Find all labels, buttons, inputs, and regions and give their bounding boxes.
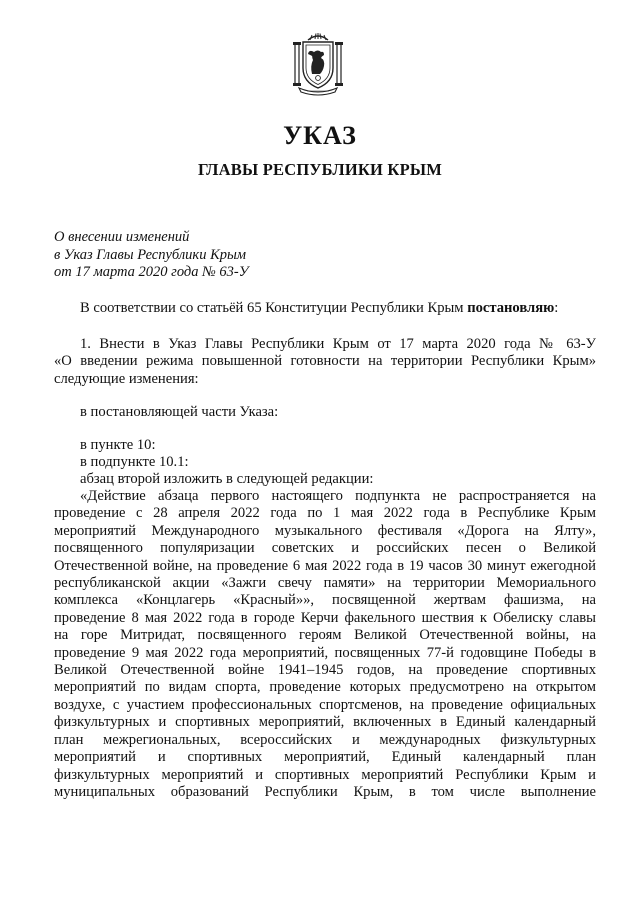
quote-line: мероприятий Международного музыкального фестиваля «Дорога на Ялту»,	[54, 522, 596, 539]
preamble-paragraph	[54, 300, 596, 317]
quote-line: проведение с 28 апреля 2022 года по 1 мая 2022 года в Республике Крым	[54, 505, 596, 522]
quote-line: мероприятий по видам спорта, проведение которых предусмотрено на открытом	[54, 679, 596, 696]
quote-line: посвященного популяризации советских и российских песен о Великой	[54, 540, 596, 557]
item-1-line: 1. Внести в Указ Главы Республики Крым от 17 марта 2020 года № 63-У	[80, 336, 596, 352]
document-subtitle: ГЛАВЫ РЕСПУБЛИКИ КРЫМ	[197, 160, 443, 179]
subpoint-10-1-label: в подпункте 10.1:	[80, 454, 189, 470]
subject-line: О внесении изменений	[54, 229, 190, 245]
quoted-paragraph	[54, 488, 596, 801]
quote-line: «Действие абзаца первого настоящего подпункта не распространяется на	[80, 488, 596, 504]
point-10-label: в пункте 10:	[80, 437, 156, 453]
quote-line: республиканской акции «Зажги свечу памяти» на территории Мемориального	[54, 575, 596, 592]
quote-line: физкультурных мероприятий и спортивных мероприятий Республики Крым и	[54, 766, 596, 783]
part-label: в постановляющей части Указа:	[80, 404, 279, 420]
quote-line: мероприятий и спортивных мероприятий, Единый календарный план	[54, 749, 596, 766]
quote-line: проведение 9 мая 2022 года мероприятий, посвященных 77-й годовщине Победы в	[54, 644, 596, 661]
quote-line: проведение 8 мая 2022 года в городе Керчи факельного шествия к Обелиску славы	[54, 609, 596, 626]
item-1-line: «О введении режима повышенной готовности на территории Республики Крым»	[54, 353, 596, 370]
quote-line: физкультурных и спортивных мероприятий, включенных в Единый календарный	[54, 714, 596, 731]
subject-line: в Указ Главы Республики Крым	[54, 246, 247, 263]
item-1-paragraph	[54, 336, 596, 388]
quote-line: Отечественной войне, на проведение 6 мая 2022 года в 19 часов 30 минут ежегодной	[54, 557, 596, 574]
quote-line: Великой Отечественной войне 1941–1945 годов, на проведение спортивных	[54, 662, 596, 679]
preamble-bold: постановляю	[467, 300, 555, 316]
crimea-coat-of-arms-icon	[287, 30, 349, 96]
paragraph-instruction: абзац второй изложить в следующей редакции:	[80, 471, 374, 487]
preamble-text: В соответствии со статьёй 65 Конституции Республики Крым	[80, 300, 468, 316]
preamble-end: :	[554, 300, 559, 316]
quote-line: воздухе, с участием профессиональных спортсменов, на проведение официальных	[54, 696, 596, 713]
document-subject	[54, 229, 249, 282]
quote-line: муниципальных образований Республики Крым, в том числе выполнение	[54, 783, 596, 800]
quote-line: комплекса «Концлагерь «Красный»», посвященной жертвам фашизма, на	[54, 592, 596, 609]
quote-line: план межрегиональных, всероссийских и международных физкультурных	[54, 731, 596, 748]
item-1-line: следующие изменения:	[54, 370, 199, 387]
quote-line: на горе Митридат, посвященного героям Великой Отечественной войны, на	[54, 627, 596, 644]
subject-line: от 17 марта 2020 года № 63-У	[54, 264, 249, 281]
document-title: УКАЗ	[283, 121, 357, 150]
